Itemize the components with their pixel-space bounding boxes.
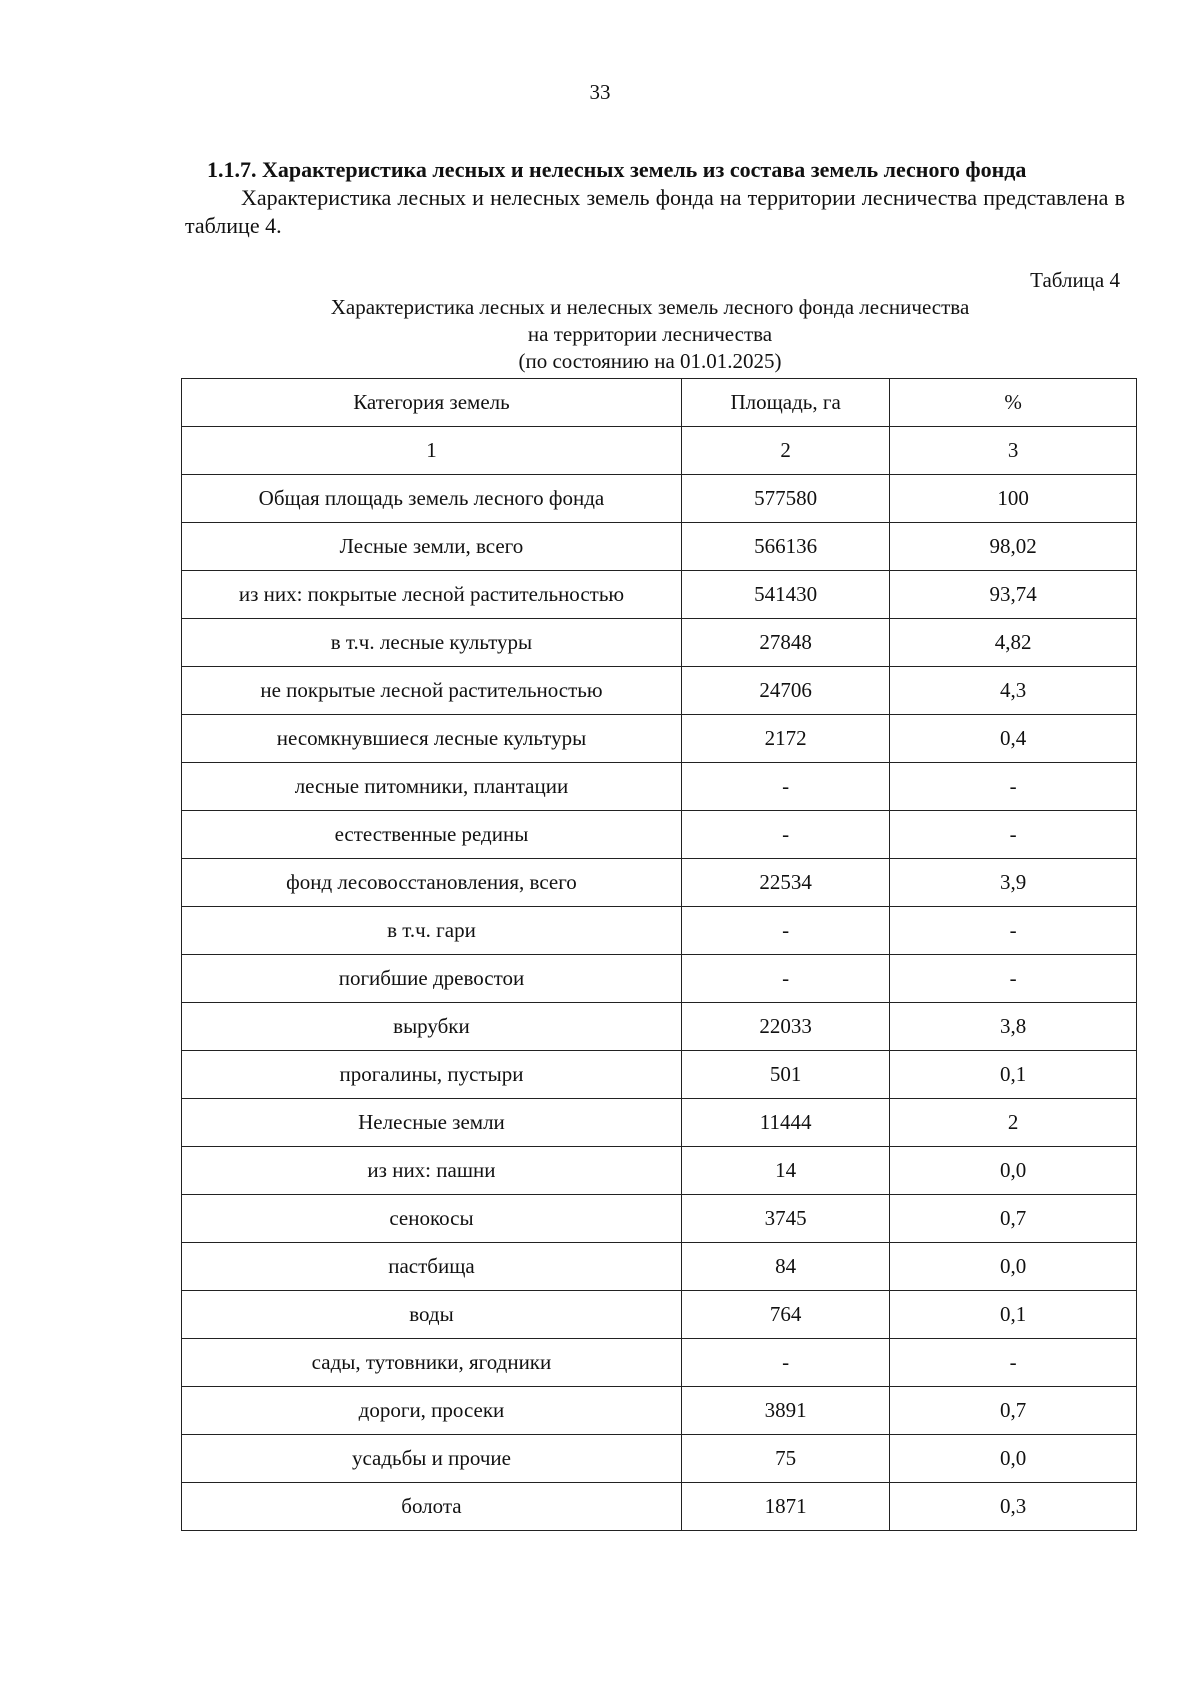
table-row: [182, 523, 1137, 571]
area-cell: 501: [681, 1051, 889, 1099]
land-category-cell: вырубки: [182, 1003, 682, 1051]
area-cell: 566136: [681, 523, 889, 571]
area-cell: 3745: [681, 1195, 889, 1243]
land-category-cell: в т.ч. гари: [182, 907, 682, 955]
table-header-row: [182, 379, 1137, 427]
table-row: [182, 1435, 1137, 1483]
table-row: [182, 811, 1137, 859]
percent-cell: 0,4: [890, 715, 1137, 763]
table-row: [182, 1003, 1137, 1051]
area-cell: 22033: [681, 1003, 889, 1051]
percent-cell: 0,1: [890, 1051, 1137, 1099]
percent-cell: 0,0: [890, 1147, 1137, 1195]
land-category-cell: сенокосы: [182, 1195, 682, 1243]
area-cell: 75: [681, 1435, 889, 1483]
percent-cell: 98,02: [890, 523, 1137, 571]
area-cell: 1871: [681, 1483, 889, 1531]
percent-cell: 0,0: [890, 1435, 1137, 1483]
land-category-cell: сады, тутовники, ягодники: [182, 1339, 682, 1387]
table-row: [182, 1387, 1137, 1435]
percent-cell: 4,82: [890, 619, 1137, 667]
area-cell: 22534: [681, 859, 889, 907]
section-heading: 1.1.7. Характеристика лесных и нелесных земель из состава земель лесного фонда: [207, 157, 1027, 182]
land-category-cell: из них: покрытые лесной растительностью: [182, 571, 682, 619]
table-row: [182, 1147, 1137, 1195]
page-number: 33: [589, 80, 611, 104]
area-cell: 14: [681, 1147, 889, 1195]
table-caption: [160, 294, 1140, 375]
percent-cell: 0,0: [890, 1243, 1137, 1291]
area-cell: -: [681, 955, 889, 1003]
area-cell: -: [681, 763, 889, 811]
section-text: Характеристика лесных и нелесных земель фонда на территории лесничества представлена в таблице 4.: [185, 185, 1125, 238]
area-cell: 27848: [681, 619, 889, 667]
table-row: [182, 955, 1137, 1003]
column-number: 2: [681, 427, 889, 475]
land-category-cell: болота: [182, 1483, 682, 1531]
table-row: [182, 715, 1137, 763]
column-header-area: Площадь, га: [681, 379, 889, 427]
area-cell: 24706: [681, 667, 889, 715]
table-row: [182, 1099, 1137, 1147]
land-category-cell: Лесные земли, всего: [182, 523, 682, 571]
land-category-cell: фонд лесовосстановления, всего: [182, 859, 682, 907]
land-category-cell: Общая площадь земель лесного фонда: [182, 475, 682, 523]
land-category-cell: усадьбы и прочие: [182, 1435, 682, 1483]
percent-cell: 100: [890, 475, 1137, 523]
area-cell: 11444: [681, 1099, 889, 1147]
table-row: [182, 1339, 1137, 1387]
column-header-category: Категория земель: [182, 379, 682, 427]
percent-cell: 0,7: [890, 1387, 1137, 1435]
column-header-percent: %: [890, 379, 1137, 427]
table-caption-line: Характеристика лесных и нелесных земель лесного фонда лесничества: [330, 295, 970, 319]
percent-cell: 3,9: [890, 859, 1137, 907]
table-row: [182, 763, 1137, 811]
table-body: [182, 475, 1137, 1531]
column-number: 1: [182, 427, 682, 475]
area-cell: -: [681, 907, 889, 955]
land-category-cell: пастбища: [182, 1243, 682, 1291]
table-row: [182, 859, 1137, 907]
table-caption-line: на территории лесничества: [527, 322, 773, 346]
percent-cell: 0,7: [890, 1195, 1137, 1243]
table-number: Таблица 4: [1030, 268, 1120, 292]
table-row: [182, 907, 1137, 955]
table-row: [182, 1291, 1137, 1339]
area-cell: 541430: [681, 571, 889, 619]
column-number-row: [182, 427, 1137, 475]
land-category-cell: лесные питомники, плантации: [182, 763, 682, 811]
table-row: [182, 667, 1137, 715]
land-category-cell: естественные редины: [182, 811, 682, 859]
percent-cell: 4,3: [890, 667, 1137, 715]
land-category-cell: дороги, просеки: [182, 1387, 682, 1435]
land-category-cell: Нелесные земли: [182, 1099, 682, 1147]
land-category-cell: воды: [182, 1291, 682, 1339]
area-cell: 2172: [681, 715, 889, 763]
table-caption-date: (по состоянию на 01.01.2025): [518, 349, 782, 373]
percent-cell: 0,1: [890, 1291, 1137, 1339]
percent-cell: 2: [890, 1099, 1137, 1147]
table-row: [182, 1483, 1137, 1531]
land-category-cell: погибшие древостои: [182, 955, 682, 1003]
percent-cell: 3,8: [890, 1003, 1137, 1051]
percent-cell: 0,3: [890, 1483, 1137, 1531]
area-cell: 84: [681, 1243, 889, 1291]
column-number: 3: [890, 427, 1137, 475]
table-row: [182, 1243, 1137, 1291]
percent-cell: -: [890, 1339, 1137, 1387]
percent-cell: -: [890, 811, 1137, 859]
area-cell: -: [681, 811, 889, 859]
land-category-cell: прогалины, пустыри: [182, 1051, 682, 1099]
area-cell: 3891: [681, 1387, 889, 1435]
land-category-cell: не покрытые лесной растительностью: [182, 667, 682, 715]
land-category-cell: несомкнувшиеся лесные культуры: [182, 715, 682, 763]
land-category-cell: из них: пашни: [182, 1147, 682, 1195]
table-row: [182, 571, 1137, 619]
area-cell: 577580: [681, 475, 889, 523]
land-categories-table: [181, 378, 1137, 1531]
area-cell: 764: [681, 1291, 889, 1339]
table-row: [182, 475, 1137, 523]
table-row: [182, 619, 1137, 667]
percent-cell: -: [890, 955, 1137, 1003]
area-cell: -: [681, 1339, 889, 1387]
land-category-cell: в т.ч. лесные культуры: [182, 619, 682, 667]
percent-cell: 93,74: [890, 571, 1137, 619]
table-row: [182, 1195, 1137, 1243]
percent-cell: -: [890, 763, 1137, 811]
percent-cell: -: [890, 907, 1137, 955]
table-row: [182, 1051, 1137, 1099]
